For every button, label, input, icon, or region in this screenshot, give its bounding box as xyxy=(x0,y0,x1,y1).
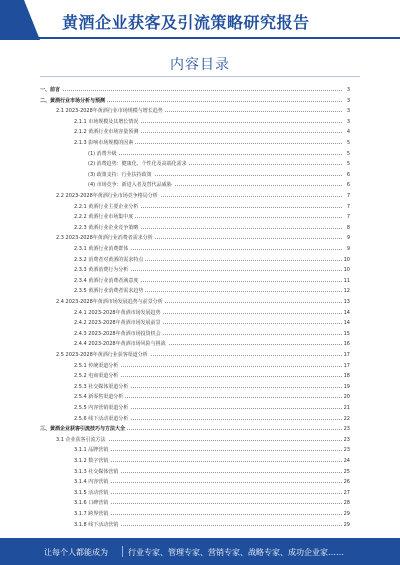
toc-entry-page: 10 xyxy=(343,256,350,263)
footer-slogan-right: 行业专家、管理专家、营销专家、战略专家、成功企业家…… xyxy=(128,548,344,557)
header-divider xyxy=(34,37,400,39)
toc-entry-page: 17 xyxy=(343,362,350,369)
toc-entry-label: 2.1.3 影响市场规模的因素 xyxy=(74,140,134,146)
toc-entry-label: 2.4.2 2023-2028年黄酒市场发展前景 xyxy=(74,320,161,327)
toc-entry-label: 2.2.2 黄酒行业市场集中度 xyxy=(74,214,134,221)
toc-entry-page: 25 xyxy=(343,468,350,475)
toc-entry-label: 2.3.3 黄酒消费行为分析 xyxy=(74,267,129,274)
toc-entry-page: 22 xyxy=(343,415,350,422)
toc-leader-dots xyxy=(74,514,342,515)
toc-entry-page: 5 xyxy=(342,150,350,158)
toc-entry-page: 7 xyxy=(342,213,350,221)
toc-entry-page: 29 xyxy=(343,511,350,517)
toc-entry[interactable] xyxy=(74,521,350,529)
toc-entry-page: 16 xyxy=(343,341,350,348)
toc-leader-dots xyxy=(88,154,342,155)
toc-entry[interactable] xyxy=(74,330,350,338)
toc-entry[interactable] xyxy=(74,128,350,136)
toc-entry[interactable] xyxy=(74,362,350,370)
toc-leader-dots xyxy=(74,450,342,451)
toc-entry-page: 7 xyxy=(342,203,350,211)
toc-entry-page: 11 xyxy=(343,277,350,284)
toc-entry-page: 5 xyxy=(342,160,350,168)
toc-entry-page: 7 xyxy=(342,192,350,200)
toc-entry-label: 三、黄酒企业获客引流技巧与方法大全 xyxy=(40,426,126,433)
toc-entry-page: 3 xyxy=(342,86,350,94)
toc-entry[interactable] xyxy=(74,203,350,211)
toc-entry-page: 6 xyxy=(342,181,350,189)
toc-entry[interactable] xyxy=(74,213,350,221)
toc-entry-label: 2.2.1 黄酒行业主要企业分析 xyxy=(74,203,139,210)
page-footer xyxy=(0,538,400,565)
toc-entry[interactable] xyxy=(56,298,350,306)
toc-entry-label: 2.5.2 电商渠道分析 xyxy=(74,373,119,380)
toc-entry-page: 3 xyxy=(342,118,350,126)
toc-entry-page: 18 xyxy=(343,373,350,380)
toc-entry-label: 2.4.3 2023-2028年黄酒市场投资机会 xyxy=(74,330,161,337)
toc-entry-label: 3.1 企业获客引流方法 xyxy=(56,436,106,443)
toc-entry-page: 29 xyxy=(343,521,350,528)
toc-entry-page: 24 xyxy=(343,458,350,464)
toc-entry-label: 2.5.1 传统渠道分析 xyxy=(74,362,119,369)
toc-entry-label: 3.1.4 内容营销 xyxy=(74,479,109,486)
toc-entry[interactable] xyxy=(88,181,350,189)
toc-entry[interactable] xyxy=(88,160,350,168)
toc-entry-label: 3.1.1 品牌营销 xyxy=(74,447,109,454)
toc-entry-label: 2.1.2 黄酒行业市场容量预测 xyxy=(74,129,139,136)
toc-entry-page: 17 xyxy=(343,352,350,358)
toc-entry-page: 4 xyxy=(342,128,350,136)
toc-leader-dots xyxy=(40,90,342,91)
footer-divider xyxy=(122,546,123,557)
toc-entry[interactable] xyxy=(74,118,350,126)
toc-entry[interactable] xyxy=(74,256,350,264)
toc-entry-page: 6 xyxy=(342,171,350,179)
toc-entry-page: 14 xyxy=(343,320,350,327)
toc-entry-label: 2.5.3 社交媒体渠道分析 xyxy=(74,383,129,390)
toc-entry-page: 5 xyxy=(342,139,350,147)
toc-leader-dots xyxy=(74,482,342,483)
toc-entry-label: 2.4 2023-2028年黄酒市场发展趋势与前景分析 xyxy=(56,299,163,305)
toc-entry-label: 2.4.1 2023-2028年黄酒市场发展趋势 xyxy=(74,309,161,316)
toc-entry[interactable] xyxy=(74,340,350,348)
toc-entry-label: 2.5.6 线下活动渠道分析 xyxy=(74,415,129,422)
toc-entry[interactable] xyxy=(74,415,350,423)
toc-leader-dots xyxy=(74,493,342,494)
toc-leader-dots xyxy=(74,503,342,504)
toc-entry-label: 2.2 2023-2028年黄酒行业市场竞争格局分析 xyxy=(56,193,158,199)
toc-entry-page: 23 xyxy=(343,426,350,433)
toc-entry-label: (2) 消费趋势：健康化、个性化及高端化需求 xyxy=(88,161,187,168)
toc-entry-label: 3.1.6 口碑营销 xyxy=(74,500,109,507)
toc-entry-page: 23 xyxy=(343,447,350,454)
toc-entry[interactable] xyxy=(74,266,350,274)
toc-entry[interactable] xyxy=(74,499,350,507)
toc-entry-label: 2.4.4 2023-2028年黄酒市场风险与挑战 xyxy=(74,341,166,348)
toc-entry-page: 21 xyxy=(343,405,350,411)
toc-entry-page: 28 xyxy=(343,500,350,507)
toc-entry[interactable] xyxy=(74,468,350,476)
toc-entry-page: 10 xyxy=(343,267,350,274)
toc-leader-dots xyxy=(74,461,342,462)
toc-entry[interactable] xyxy=(74,457,350,465)
toc-entry-label: 2.5.4 新零售渠道分析 xyxy=(74,394,124,401)
toc-entry-label: 3.1.3 社交媒体营销 xyxy=(74,468,119,475)
toc-entry-label: 3.1.2 数字营销 xyxy=(74,458,109,464)
toc-entry[interactable] xyxy=(88,171,350,179)
toc-entry[interactable] xyxy=(40,86,350,94)
toc-entry-label: 2.5.5 内容营销渠道分析 xyxy=(74,405,129,411)
toc-entry[interactable] xyxy=(74,287,350,295)
toc-entry-label: 一、前言 xyxy=(40,87,61,93)
toc-entry-label: 2.3.4 黄酒行业消费者满意度 xyxy=(74,277,139,284)
page-header xyxy=(0,0,400,40)
toc-entry-label: 3.1.8 线下活动营销 xyxy=(74,521,119,528)
toc-entry-label: 3.1.7 跨界营销 xyxy=(74,511,109,517)
toc-entry[interactable] xyxy=(56,192,350,200)
toc-entry-page: 15 xyxy=(343,330,350,337)
toc-entry-page: 27 xyxy=(343,489,350,496)
toc-entry[interactable] xyxy=(74,489,350,497)
toc-entry-page: 13 xyxy=(343,299,350,305)
toc-entry-label: 2.2.3 黄酒行业企业竞争策略 xyxy=(74,224,139,231)
toc-entry-page: 12 xyxy=(343,288,350,295)
toc-entry-page: 26 xyxy=(343,479,350,486)
toc-entry[interactable] xyxy=(40,97,350,105)
toc-entry-page: 20 xyxy=(343,394,350,401)
toc-entry[interactable] xyxy=(74,224,350,232)
toc-entry[interactable] xyxy=(56,234,350,242)
toc-entry[interactable] xyxy=(74,404,350,412)
toc-entry[interactable] xyxy=(74,309,350,317)
toc-entry-label: (1) 消费升级 xyxy=(88,150,117,157)
toc-entry-label: 2.1 2023-2028年黄酒行业市场规模与增长趋势 xyxy=(56,108,163,115)
toc-entry-label: (4) 市场竞争：新进入者及替代品威胁 xyxy=(88,182,172,189)
toc-entry-label: 2.3 2023-2028年黄酒行业消费者需求分析 xyxy=(56,235,153,242)
report-title: 黄酒企业获客及引流策略研究报告 xyxy=(62,13,310,32)
toc-entry[interactable] xyxy=(74,510,350,518)
toc-entry-label: 2.3.1 黄酒行业消费群体 xyxy=(74,246,129,252)
toc-entry[interactable] xyxy=(74,245,350,253)
toc-entry-page: 14 xyxy=(343,309,350,316)
toc-entry[interactable] xyxy=(74,446,350,454)
toc-entry-page: 23 xyxy=(343,436,350,443)
toc-heading-rule xyxy=(40,76,360,77)
toc-entry[interactable] xyxy=(74,393,350,401)
toc-entry[interactable] xyxy=(40,425,350,433)
toc-entry-page: 9 xyxy=(342,234,350,242)
toc-entry[interactable] xyxy=(56,436,350,444)
toc-entry[interactable] xyxy=(74,478,350,486)
toc-entry-page: 9 xyxy=(342,245,350,253)
toc-entry-label: 2.1.1 市场规模及其增长情况 xyxy=(74,118,139,125)
toc-entry-page: 3 xyxy=(342,97,350,105)
toc-entry[interactable] xyxy=(74,372,350,380)
toc-entry[interactable] xyxy=(56,107,350,115)
toc-entry[interactable] xyxy=(88,150,350,158)
toc-heading: 内容目录 xyxy=(170,57,230,73)
toc-entry[interactable] xyxy=(74,139,350,147)
toc-entry[interactable] xyxy=(74,319,350,327)
toc-entry-label: 二、黄酒行业市场分析与预测 xyxy=(40,97,106,104)
toc-entry[interactable] xyxy=(74,277,350,285)
toc-entry-label: 2.3.2 消费者对黄酒的需求特点 xyxy=(74,256,144,263)
toc-entry-page: 19 xyxy=(343,383,350,390)
toc-entry-label: 2.5 2023-2028年黄酒行业获客渠道分析 xyxy=(56,352,148,358)
toc-entry-label: 2.3.5 黄酒行业消费者需求趋势 xyxy=(74,288,144,295)
toc-entry-label: (3) 政策支持：行业扶持政策 xyxy=(88,171,152,178)
toc-entry[interactable] xyxy=(56,351,350,359)
footer-slogan-left: 让每个人都能成为 xyxy=(44,548,108,557)
toc-entry-page: 8 xyxy=(342,224,350,232)
toc-entry[interactable] xyxy=(74,383,350,391)
logo-block xyxy=(0,0,40,40)
toc-entry-label: 3.1.5 活动营销 xyxy=(74,489,109,496)
toc-entry-page: 3 xyxy=(342,107,350,115)
